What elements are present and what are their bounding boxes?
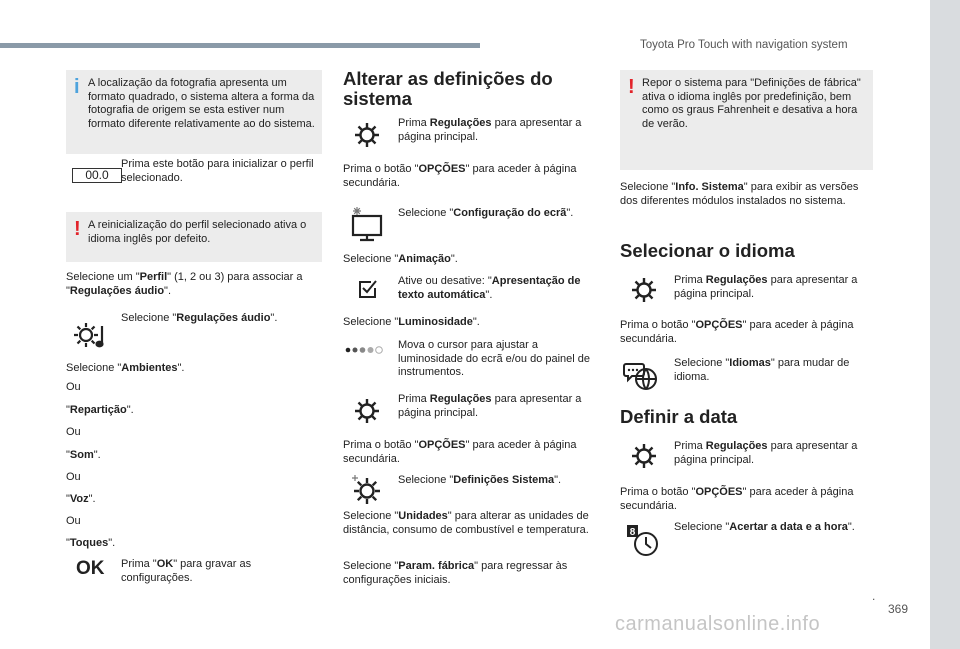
- page-dot: .: [872, 589, 876, 603]
- options-text-1: Prima o botão "OPÇÕES" para aceder à página secundária.: [343, 163, 577, 189]
- section-title-date: Definir a data: [620, 406, 738, 427]
- gear-icon: [353, 397, 381, 425]
- animation-text: Selecione "Animação".: [343, 253, 458, 265]
- regulacoes-text-2: Prima Regulações para apresentar a página principal.: [398, 393, 582, 419]
- info-note: [66, 70, 322, 154]
- brightness-text: Selecione "Luminosidade".: [343, 316, 480, 328]
- or-text-1: Ou: [66, 381, 81, 393]
- page-number: 369: [887, 602, 908, 616]
- warning-icon: !: [628, 76, 635, 98]
- factory-reset-text: Selecione "Param. fábrica" para regressar às configurações iniciais.: [343, 560, 568, 586]
- or-text-3: Ou: [66, 471, 81, 483]
- side-tab: [930, 0, 960, 649]
- or-text-2: Ou: [66, 426, 81, 438]
- voz-text: "Voz".: [66, 493, 96, 505]
- som-text: "Som".: [66, 449, 101, 461]
- or-text-4: Ou: [66, 515, 81, 527]
- regulacoes-text-4: Prima Regulações para apresentar a página principal.: [674, 440, 858, 466]
- gear-icon: [630, 442, 658, 470]
- header-rule: [0, 43, 480, 48]
- watermark: carmanualsonline.info: [615, 613, 821, 635]
- set-date-text: Selecione "Acertar a data e a hora".: [674, 521, 855, 533]
- system-settings-text: Selecione "Definições Sistema".: [398, 474, 562, 486]
- profile-instruction: Selecione um "Perfil" (1, 2 ou 3) para associar a "Regulações áudio".: [66, 271, 303, 297]
- toques-text: "Toques".: [66, 537, 116, 549]
- system-info-text: Selecione "Info. Sistema" para exibir as versões dos diferentes módulos instalados no sistema.: [620, 181, 859, 207]
- auto-text-toggle: Ative ou desative: "Apresentação de texto automática".: [398, 275, 581, 301]
- section-title-language: Selecionar o idioma: [620, 240, 795, 261]
- date-badge-text: 8: [629, 527, 636, 538]
- audio-settings-text: Selecione "Regulações áudio".: [121, 312, 278, 324]
- gear-icon: [353, 121, 381, 149]
- warning-note-reset: [66, 212, 322, 262]
- gear-icon: [630, 276, 658, 304]
- warning-note-reset-text: A reinicialização do perfil selecionado ativa o idioma inglês por defeito.: [88, 219, 307, 245]
- ok-button-icon: OK: [76, 558, 105, 579]
- language-icon: [623, 358, 659, 392]
- info-note-text: A localização da fotografia apresenta um formato quadrado, o sistema altera a forma da fotografia de origem se esta estiver num formato diferente relativamente ao do sistema.: [88, 77, 315, 130]
- ok-text: Prima "OK" para gravar as configurações.: [121, 558, 252, 584]
- ambientes-text: Selecione "Ambientes".: [66, 362, 185, 374]
- audio-settings-icon: [72, 318, 108, 352]
- clock-icon: [626, 522, 662, 560]
- reset-counter-icon: 00.0: [72, 168, 122, 183]
- options-text-2: Prima o botão "OPÇÕES" para aceder à página secundária.: [343, 439, 577, 465]
- warning-note-factory: [620, 70, 873, 170]
- brightness-cursor-text: Mova o cursor para ajustar a luminosidade do ecrã e/ou do painel de instrumentos.: [398, 339, 591, 378]
- screen-settings-icon: [349, 205, 385, 243]
- warning-note-factory-text: Repor o sistema para "Definições de fábrica" ativa o idioma inglês por predefinição, bem como os graus Fahrenheit e desativa a hora de verão.: [642, 77, 861, 130]
- screen-config-text: Selecione "Configuração do ecrã".: [398, 207, 574, 219]
- units-text: Selecione "Unidades" para alterar as unidades de distância, consumo de combustível e temperatura.: [343, 510, 589, 536]
- warning-icon: !: [74, 218, 81, 240]
- system-settings-icon: [350, 474, 384, 508]
- section-title-system: Alterar as definições do sistema: [343, 68, 553, 109]
- reset-text: Prima este botão para inicializar o perfil selecionado.: [121, 158, 314, 184]
- checkbox-icon: [357, 278, 379, 300]
- page-header-title: Toyota Pro Touch with navigation system: [640, 39, 848, 51]
- regulacoes-text-1: Prima Regulações para apresentar a página principal.: [398, 117, 582, 143]
- info-icon: i: [74, 76, 80, 98]
- brightness-dots-icon: [344, 343, 390, 357]
- regulacoes-text-3: Prima Regulações para apresentar a página principal.: [674, 274, 858, 300]
- language-text: Selecione "Idiomas" para mudar de idioma.: [674, 357, 850, 383]
- options-text-4: Prima o botão "OPÇÕES" para aceder à página secundária.: [620, 486, 854, 512]
- options-text-3: Prima o botão "OPÇÕES" para aceder à página secundária.: [620, 319, 854, 345]
- reparticao-text: "Repartição".: [66, 404, 134, 416]
